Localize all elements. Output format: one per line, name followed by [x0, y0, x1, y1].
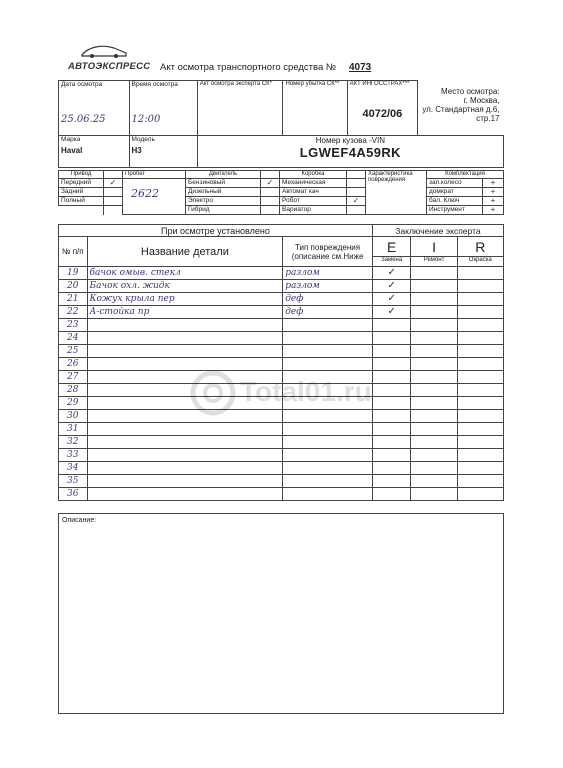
vin-value: LGWEF4A59RK	[299, 145, 401, 160]
table-row	[59, 423, 504, 436]
engine-label: Двигатель	[186, 171, 261, 179]
row-part-name	[87, 488, 283, 501]
row-paint-mark	[457, 306, 503, 319]
row-repair-mark	[411, 384, 457, 397]
row-repair-mark	[411, 280, 457, 293]
watermark-logo-icon	[190, 370, 236, 416]
row-number: 30	[59, 410, 88, 423]
drive-option-1: Задний	[59, 188, 104, 197]
gearbox-option-1: Автомат кач	[280, 188, 347, 197]
table-row	[59, 488, 504, 501]
table-row	[59, 436, 504, 449]
logo-text: АВТОЭКСПРЕСС	[68, 61, 151, 72]
findings-table	[58, 224, 504, 501]
row-damage-type	[283, 345, 373, 358]
row-part-name	[87, 462, 283, 475]
row-paint-mark	[457, 371, 503, 384]
table-row	[59, 449, 504, 462]
date-cell	[59, 81, 130, 136]
kit-mark-1: +	[483, 188, 504, 197]
table-row	[59, 306, 504, 319]
gearbox-label: Коробка	[280, 171, 347, 179]
info-table	[58, 80, 504, 168]
ingos-cell	[347, 81, 418, 136]
row-part-name: Бачок охл. жидк	[87, 280, 283, 293]
row-replace-mark	[372, 423, 411, 436]
conclusion-title: Заключение эксперта	[372, 225, 503, 237]
gearbox-option-2: Робот	[280, 197, 347, 206]
expert-act-cell	[197, 81, 283, 136]
row-part-name	[87, 423, 283, 436]
brand-cell	[59, 136, 130, 168]
col-damage-header	[283, 237, 373, 267]
kit-option-2: бал. Ключ	[427, 197, 483, 206]
col-i-sub: Ремонт	[411, 257, 457, 267]
engine-option-3: Гибрид	[186, 206, 261, 215]
drive-option-0: Передний	[59, 179, 104, 188]
row-repair-mark	[411, 488, 457, 501]
model-cell	[129, 136, 197, 168]
col-no-header: № п/п	[59, 237, 88, 267]
row-damage-type	[283, 358, 373, 371]
row-repair-mark	[411, 371, 457, 384]
row-paint-mark	[457, 488, 503, 501]
row-paint-mark	[457, 319, 503, 332]
row-number: 32	[59, 436, 88, 449]
mileage-cell	[123, 179, 186, 215]
expert-act-label: Акт осмотра эксперта СК*	[199, 81, 272, 87]
col-e-header: E	[372, 237, 411, 257]
document-title: Акт осмотра транспортного средства №	[160, 62, 337, 73]
row-replace-mark	[372, 436, 411, 449]
date-label: Дата осмотра	[61, 81, 103, 88]
row-replace-mark	[372, 449, 411, 462]
row-replace-mark	[372, 475, 411, 488]
row-repair-mark	[411, 319, 457, 332]
row-repair-mark	[411, 462, 457, 475]
row-paint-mark	[457, 267, 503, 280]
damage-char-label: Характеристика повреждения	[366, 171, 427, 188]
row-number: 35	[59, 475, 88, 488]
row-damage-type	[283, 436, 373, 449]
row-repair-mark	[411, 436, 457, 449]
engine-option-1: Дизельный	[186, 188, 261, 197]
table-row	[59, 319, 504, 332]
row-paint-mark	[457, 358, 503, 371]
col-part-header: Название детали	[87, 237, 283, 267]
watermark-text: Total01.ru	[240, 376, 372, 407]
row-number: 20	[59, 280, 88, 293]
row-repair-mark	[411, 332, 457, 345]
row-repair-mark	[411, 267, 457, 280]
row-number: 34	[59, 462, 88, 475]
row-damage-type: разлом	[283, 280, 373, 293]
model-value: H3	[131, 146, 142, 155]
gearbox-option-3: Вариатор	[280, 206, 347, 215]
row-replace-mark	[372, 462, 411, 475]
row-damage-type	[283, 449, 373, 462]
model-label: Модель	[131, 136, 155, 143]
row-repair-mark	[411, 449, 457, 462]
row-repair-mark	[411, 306, 457, 319]
row-number: 31	[59, 423, 88, 436]
brand-label: Марка	[61, 136, 81, 143]
row-number: 29	[59, 397, 88, 410]
row-replace-mark: ✓	[372, 267, 411, 280]
row-replace-mark	[372, 358, 411, 371]
time-cell	[129, 81, 197, 136]
kit-option-1: домкрат	[427, 188, 483, 197]
mileage-label: Пробег	[123, 171, 186, 179]
row-part-name	[87, 475, 283, 488]
table-row	[59, 280, 504, 293]
row-number: 33	[59, 449, 88, 462]
drive-option-2: Полный	[59, 197, 104, 206]
row-number: 26	[59, 358, 88, 371]
row-paint-mark	[457, 293, 503, 306]
row-number: 24	[59, 332, 88, 345]
time-value: 12:00	[131, 114, 161, 125]
row-repair-mark	[411, 397, 457, 410]
ingos-label: АКТ ИНГОССТРАХ***	[349, 81, 410, 87]
brand-value: Haval	[61, 146, 83, 155]
col-damage-line2: (описание см.Ниже	[291, 251, 364, 261]
place-cell	[418, 81, 504, 136]
row-number: 22	[59, 306, 88, 319]
vin-label: Номер кузова -VIN	[315, 136, 386, 145]
row-damage-type	[283, 319, 373, 332]
row-replace-mark: ✓	[372, 280, 411, 293]
row-replace-mark	[372, 332, 411, 345]
row-part-name	[87, 358, 283, 371]
row-damage-type: деф	[283, 293, 373, 306]
gearbox-check: ✓	[347, 197, 366, 206]
place-line3: стр.17	[476, 113, 500, 123]
row-paint-mark	[457, 332, 503, 345]
company-logo	[68, 52, 158, 74]
row-number: 25	[59, 345, 88, 358]
place-line1: г. Москва,	[463, 95, 500, 105]
row-damage-type: разлом	[283, 267, 373, 280]
row-damage-type	[283, 462, 373, 475]
vin-cell	[197, 136, 503, 168]
kit-label: Комплектация	[427, 171, 504, 179]
table-row	[59, 358, 504, 371]
drive-label: Привод	[59, 171, 104, 179]
kit-mark-2: +	[483, 197, 504, 206]
loss-number-label: Номер убытка СК**	[285, 81, 340, 87]
ingos-value: 4072/06	[362, 108, 403, 120]
row-number: 36	[59, 488, 88, 501]
table-row	[59, 293, 504, 306]
row-number: 27	[59, 371, 88, 384]
row-paint-mark	[457, 436, 503, 449]
engine-check: ✓	[261, 179, 280, 188]
row-damage-type: деф	[283, 306, 373, 319]
row-replace-mark	[372, 319, 411, 332]
act-number: 4073	[349, 62, 372, 73]
row-paint-mark	[457, 397, 503, 410]
row-repair-mark	[411, 410, 457, 423]
row-replace-mark	[372, 345, 411, 358]
row-damage-type	[283, 423, 373, 436]
row-part-name	[87, 436, 283, 449]
row-number: 19	[59, 267, 88, 280]
row-paint-mark	[457, 345, 503, 358]
row-part-name	[87, 332, 283, 345]
row-damage-type	[283, 332, 373, 345]
row-part-name	[87, 319, 283, 332]
gearbox-option-0: Механическая	[280, 179, 347, 188]
table-row	[59, 332, 504, 345]
engine-option-0: Бензиновый	[186, 179, 261, 188]
car-logo-icon	[80, 44, 130, 58]
watermark	[190, 370, 380, 416]
row-paint-mark	[457, 449, 503, 462]
table-row	[59, 475, 504, 488]
place-label: Место осмотра:	[441, 86, 500, 96]
description-label: Описание:	[62, 517, 97, 524]
row-part-name: А-стойка пр	[87, 306, 283, 319]
kit-option-3: Инструмент	[427, 206, 483, 215]
col-r-sub: Окраска	[457, 257, 503, 267]
row-paint-mark	[457, 384, 503, 397]
table-row	[59, 267, 504, 280]
kit-mark-3: +	[483, 206, 504, 215]
row-replace-mark: ✓	[372, 293, 411, 306]
row-repair-mark	[411, 358, 457, 371]
table-row	[59, 462, 504, 475]
engine-option-2: Электро	[186, 197, 261, 206]
loss-number-cell	[283, 81, 347, 136]
row-paint-mark	[457, 462, 503, 475]
drive-check: ✓	[104, 179, 123, 188]
row-number: 28	[59, 384, 88, 397]
row-repair-mark	[411, 293, 457, 306]
place-line2: ул. Стандартная д.6,	[422, 104, 500, 114]
row-part-name	[87, 345, 283, 358]
row-number: 23	[59, 319, 88, 332]
findings-title: При осмотре установлено	[59, 225, 373, 237]
col-damage-line1: Тип повреждения	[295, 242, 361, 252]
description-box	[58, 513, 504, 714]
row-damage-type	[283, 475, 373, 488]
col-e-sub: Замена	[372, 257, 411, 267]
row-repair-mark	[411, 475, 457, 488]
table-row	[59, 345, 504, 358]
kit-option-0: зап.колесо	[427, 179, 483, 188]
row-paint-mark	[457, 280, 503, 293]
row-repair-mark	[411, 423, 457, 436]
row-paint-mark	[457, 423, 503, 436]
row-replace-mark: ✓	[372, 306, 411, 319]
row-damage-type	[283, 488, 373, 501]
row-repair-mark	[411, 345, 457, 358]
row-part-name: бачок омыв. стекл	[87, 267, 283, 280]
row-part-name: Кожух крыла пер	[87, 293, 283, 306]
col-r-header: R	[457, 237, 503, 257]
specs-table	[58, 170, 504, 215]
row-replace-mark	[372, 488, 411, 501]
row-paint-mark	[457, 410, 503, 423]
mileage-value: 2622	[131, 187, 159, 200]
date-value: 25.06.25	[61, 114, 106, 125]
row-number: 21	[59, 293, 88, 306]
row-paint-mark	[457, 475, 503, 488]
time-label: Время осмотра	[131, 81, 178, 88]
row-part-name	[87, 449, 283, 462]
col-i-header: I	[411, 237, 457, 257]
kit-mark-0: +	[483, 179, 504, 188]
